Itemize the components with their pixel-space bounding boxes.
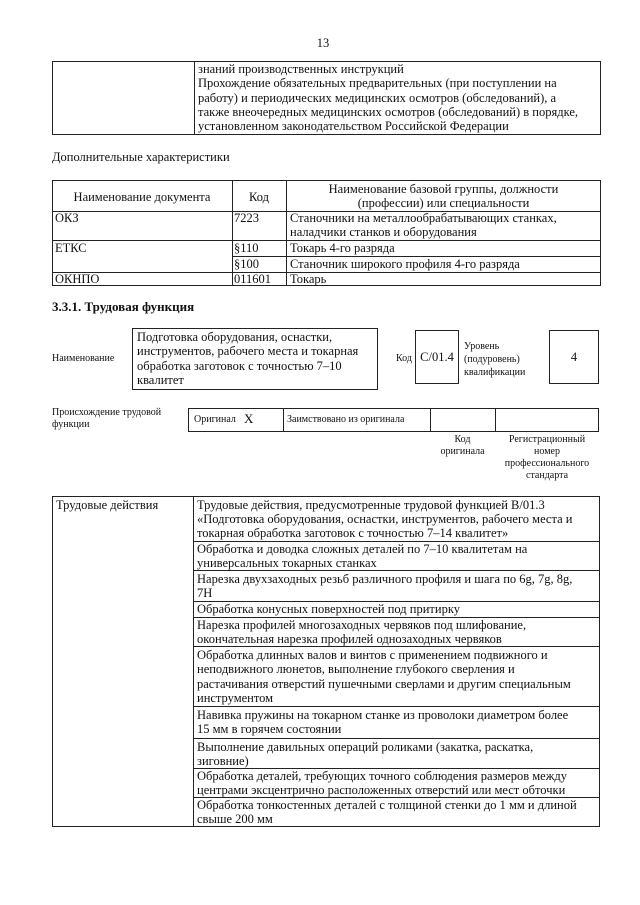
reg-number-label-2: номер (534, 446, 560, 457)
original-label: Оригинал (194, 414, 236, 425)
header-group-2: (профессии) или специальности (357, 196, 530, 210)
action-line: центрами эксцентрично расположенных отверстий или мест обточки (197, 783, 566, 797)
function-name-line: Подготовка оборудования, оснастки, (137, 330, 333, 344)
origin-label-2: функции (52, 419, 90, 430)
top-table-line: Прохождение обязательных предварительных (при поступлении на (198, 76, 557, 90)
action-line: инструментом (197, 691, 274, 705)
level-value: 4 (570, 350, 578, 364)
row-name: Станочник широкого профиля 4-го разряда (290, 257, 520, 271)
action-line: Обработка конусных поверхностей под притирку (197, 602, 460, 616)
original-mark: X (244, 411, 254, 426)
top-table-line: установленном законодательством Российской Федерации (198, 119, 509, 133)
action-line: свыше 200 мм (197, 812, 273, 826)
action-line: зиговние) (197, 754, 249, 768)
code-label: Код (396, 353, 412, 364)
row-code: 7223 (234, 211, 259, 225)
row-name-2: наладчики станков и оборудования (290, 225, 477, 239)
action-line: неподвижного люнетов, выполнение глубокого сверления и (197, 662, 515, 676)
row-doc: ОКЗ (55, 211, 79, 225)
row-code: §100 (234, 257, 259, 271)
row-name: Токарь 4-го разряда (290, 241, 395, 255)
function-name-line: квалитет (137, 373, 184, 387)
name-label: Наименование (52, 353, 115, 364)
action-line: Трудовые действия, предусмотренные трудовой функцией B/01.3 (197, 498, 545, 512)
reg-number-label: Регистрационный (508, 434, 586, 445)
action-line: 15 мм в горячем состоянии (197, 722, 342, 736)
action-line: «Подготовка оборудования, оснастки, инструментов, рабочего места и (197, 512, 573, 526)
action-line: Обработка и доводка сложных деталей по 7–10 квалитетам на (197, 542, 528, 556)
origin-code-label: Код (454, 434, 471, 445)
action-line: токарная обработка заготовок с точностью 7–14 квалитет» (197, 526, 509, 540)
function-heading: 3.3.1. Трудовая функция (52, 299, 195, 314)
action-line: Обработка тонкостенных деталей с толщиной стенки до 1 мм и длиной (197, 798, 577, 812)
header-group: Наименование базовой группы, должности (328, 182, 559, 196)
level-label-2: (подуровень) (464, 354, 520, 365)
top-table-line: знаний производственных инструкций (198, 62, 404, 76)
origin-label: Происхождение трудовой (52, 407, 162, 418)
action-line: окончательная нарезка профилей однозаходных червяков (197, 632, 502, 646)
action-line: универсальных токарных станках (197, 556, 377, 570)
reg-number-label-3: профессионального (504, 458, 590, 469)
row-name: Станочники на металлообрабатывающих станках, (290, 211, 557, 225)
row-code: 011601 (234, 272, 272, 286)
action-line: растачивания отверстий пушечными сверлами и другим специальным (197, 677, 571, 691)
action-line: Навивка пружины на токарном станке из проволоки диаметром более (197, 708, 569, 722)
level-label: Уровень (464, 341, 500, 352)
function-name-line: обработка заготовок с точностью 7–10 (137, 359, 342, 373)
action-line: Выполнение давильных операций роликами (закатка, раскатка, (197, 740, 534, 754)
top-table-line: работу) и периодических медицинских осмотров (обследований), а (198, 91, 557, 105)
function-name-line: инструментов, рабочего места и токарная (137, 344, 359, 358)
borrowed-label: Заимствовано из оригинала (287, 414, 405, 425)
additional-heading: Дополнительные характеристики (52, 150, 230, 164)
action-line: Нарезка двухзаходных резьб различного профиля и шага по 6g, 7g, 8g, (197, 572, 573, 586)
origin-code-label-2: оригинала (440, 446, 485, 457)
row-name: Токарь (290, 272, 327, 286)
level-label-3: квалификации (464, 367, 526, 378)
reg-number-label-4: стандарта (525, 470, 569, 481)
action-line: Обработка деталей, требующих точного соблюдения размеров между (197, 769, 567, 783)
row-code: §110 (234, 241, 259, 255)
row-doc: ОКНПО (55, 272, 100, 286)
action-line: 7H (197, 586, 213, 600)
action-line: Нарезка профилей многозаходных червяков под шлифование, (197, 618, 527, 632)
action-line: Обработка длинных валов и винтов с применением подвижного и (197, 648, 548, 662)
row-doc: ЕТКС (55, 241, 87, 255)
header-code: Код (249, 190, 269, 204)
actions-label: Трудовые действия (56, 498, 159, 512)
header-doc: Наименование документа (73, 190, 211, 204)
page-number: 13 (316, 36, 330, 50)
code-value: C/01.4 (420, 350, 454, 364)
top-table-line: также внеочередных медицинских осмотров (обследований) в порядке, (198, 105, 579, 119)
